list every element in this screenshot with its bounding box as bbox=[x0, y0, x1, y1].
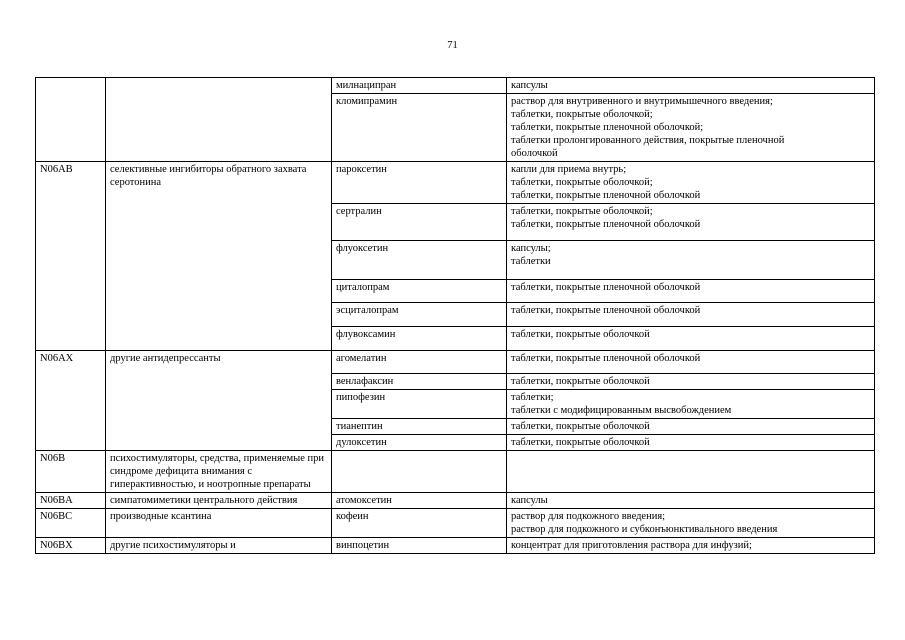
drug-name-cell: кофеин bbox=[332, 509, 507, 538]
drug-name-cell bbox=[332, 451, 507, 493]
dosage-form: таблетки; bbox=[511, 392, 554, 403]
dosage-form: раствор для внутривенного и внутримышечного введения; bbox=[511, 96, 773, 107]
atc-code-cell: N06AB bbox=[36, 162, 106, 351]
group-name-cell: психостимуляторы, средства, применяемые при синдроме дефицита внимания с гиперактивностью, и ноотропные препараты bbox=[106, 451, 332, 493]
table-row bbox=[36, 162, 875, 204]
atc-code-cell: N06BX bbox=[36, 538, 106, 554]
group-name-cell bbox=[106, 78, 332, 162]
drug-name-cell: пароксетин bbox=[332, 162, 507, 204]
dosage-form: раствор для подкожного введения; bbox=[511, 511, 666, 522]
dosage-form: капсулы; bbox=[511, 243, 551, 254]
dosage-forms-cell bbox=[507, 419, 875, 435]
dosage-forms-cell bbox=[507, 493, 875, 509]
group-name-cell: селективные ингибиторы обратного захвата серотонина bbox=[106, 162, 332, 351]
drug-name-cell: эсциталопрам bbox=[332, 303, 507, 327]
dosage-form: таблетки, покрытые оболочкой; bbox=[511, 109, 653, 120]
group-name-cell: производные ксантина bbox=[106, 509, 332, 538]
drug-name-cell: агомелатин bbox=[332, 351, 507, 374]
table-row bbox=[36, 538, 875, 554]
dosage-form: таблетки, покрытые пленочной оболочкой bbox=[511, 305, 701, 316]
dosage-forms-cell bbox=[507, 451, 875, 493]
drug-table bbox=[35, 77, 875, 554]
dosage-forms-cell bbox=[507, 241, 875, 280]
dosage-form: таблетки, покрытые оболочкой bbox=[511, 421, 650, 432]
dosage-form: таблетки пролонгированного действия, покрытые пленочной bbox=[511, 135, 785, 146]
dosage-form: таблетки, покрытые пленочной оболочкой bbox=[511, 190, 701, 201]
dosage-form: таблетки, покрытые оболочкой bbox=[511, 437, 650, 448]
drug-name-cell: флуоксетин bbox=[332, 241, 507, 280]
table-row bbox=[36, 509, 875, 538]
atc-code-cell: N06B bbox=[36, 451, 106, 493]
drug-name-cell: циталопрам bbox=[332, 280, 507, 303]
dosage-forms-cell bbox=[507, 303, 875, 327]
group-name-cell: другие психостимуляторы и bbox=[106, 538, 332, 554]
dosage-form: таблетки, покрытые оболочкой bbox=[511, 329, 650, 340]
dosage-forms-cell bbox=[507, 280, 875, 303]
drug-name-cell: милнаципран bbox=[332, 78, 507, 94]
dosage-form: раствор для подкожного и субконъюнктивального введения bbox=[511, 524, 778, 535]
dosage-form: оболочкой bbox=[511, 148, 558, 159]
drug-name-cell: атомоксетин bbox=[332, 493, 507, 509]
drug-name-cell: винпоцетин bbox=[332, 538, 507, 554]
dosage-form: таблетки, покрытые оболочкой; bbox=[511, 206, 653, 217]
dosage-form: капсулы bbox=[511, 495, 548, 506]
dosage-forms-cell bbox=[507, 509, 875, 538]
drug-name-cell: пипофезин bbox=[332, 390, 507, 419]
page-number: 71 bbox=[447, 40, 458, 51]
table-row bbox=[36, 351, 875, 374]
atc-code-cell bbox=[36, 78, 106, 162]
atc-code-cell: N06AX bbox=[36, 351, 106, 451]
dosage-form: таблетки, покрытые пленочной оболочкой bbox=[511, 282, 701, 293]
group-name-cell: другие антидепрессанты bbox=[106, 351, 332, 451]
dosage-forms-cell bbox=[507, 327, 875, 351]
dosage-forms-cell bbox=[507, 351, 875, 374]
dosage-forms-cell bbox=[507, 538, 875, 554]
dosage-forms-cell bbox=[507, 94, 875, 162]
atc-code-cell: N06BA bbox=[36, 493, 106, 509]
dosage-forms-cell bbox=[507, 204, 875, 241]
drug-name-cell: флувоксамин bbox=[332, 327, 507, 351]
dosage-form: таблетки, покрытые оболочкой; bbox=[511, 177, 653, 188]
dosage-forms-cell bbox=[507, 78, 875, 94]
group-name-cell: симпатомиметики центрального действия bbox=[106, 493, 332, 509]
drug-name-cell: тианептин bbox=[332, 419, 507, 435]
dosage-form: таблетки, покрытые пленочной оболочкой bbox=[511, 353, 701, 364]
drug-name-cell: венлафаксин bbox=[332, 374, 507, 390]
table-row bbox=[36, 451, 875, 493]
table-body bbox=[36, 78, 875, 554]
dosage-forms-cell bbox=[507, 435, 875, 451]
drug-name-cell: сертралин bbox=[332, 204, 507, 241]
dosage-form: таблетки с модифицированным высвобождением bbox=[511, 405, 732, 416]
dosage-forms-cell bbox=[507, 162, 875, 204]
dosage-form: капли для приема внутрь; bbox=[511, 164, 627, 175]
dosage-forms-cell bbox=[507, 390, 875, 419]
drug-name-cell: кломипрамин bbox=[332, 94, 507, 162]
dosage-form: таблетки, покрытые пленочной оболочкой; bbox=[511, 122, 704, 133]
dosage-form: таблетки, покрытые оболочкой bbox=[511, 376, 650, 387]
table-row bbox=[36, 78, 875, 94]
dosage-form: таблетки bbox=[511, 256, 551, 267]
dosage-forms-cell bbox=[507, 374, 875, 390]
table-row bbox=[36, 493, 875, 509]
dosage-form: концентрат для приготовления раствора для инфузий; bbox=[511, 540, 752, 551]
dosage-form: таблетки, покрытые пленочной оболочкой bbox=[511, 219, 701, 230]
dosage-form: капсулы bbox=[511, 80, 548, 91]
drug-name-cell: дулоксетин bbox=[332, 435, 507, 451]
atc-code-cell: N06BC bbox=[36, 509, 106, 538]
